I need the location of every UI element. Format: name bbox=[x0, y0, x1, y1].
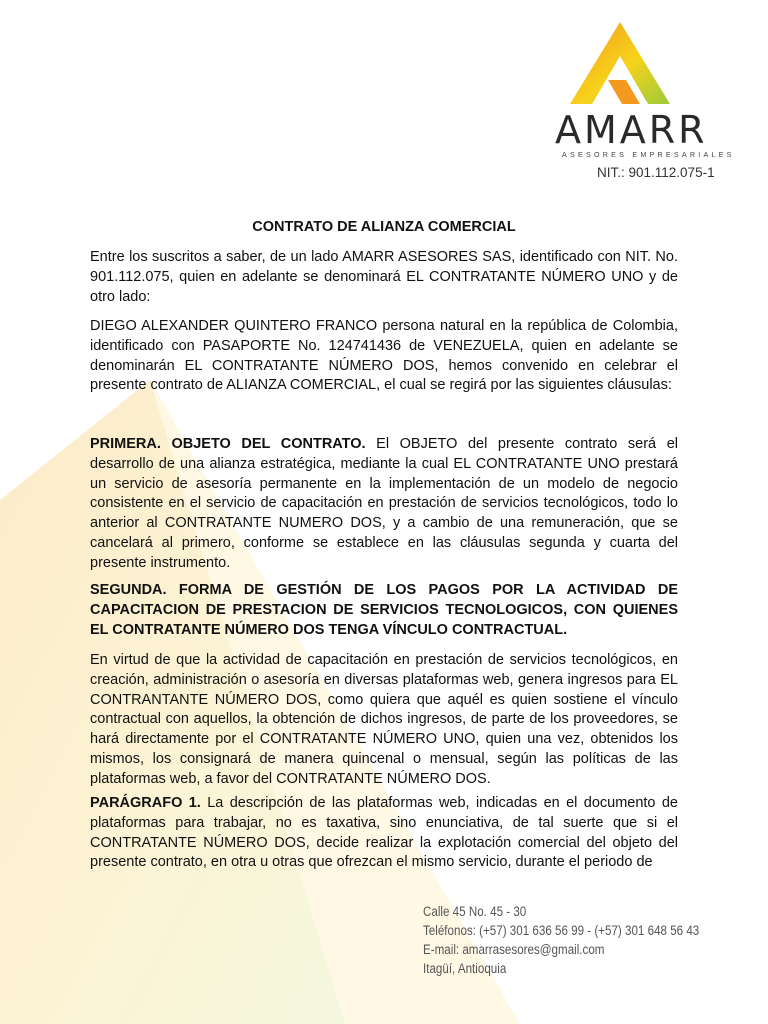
footer-email: E-mail: amarrasesores@gmail.com bbox=[423, 942, 605, 957]
parties-paragraph: DIEGO ALEXANDER QUINTERO FRANCO persona natural en la república de Colombia, identificado con PASAPORTE No. 124741436 de VENEZUELA, quien en adelante se denominarán EL CONTRATANTE NÚMERO DOS, hemos convenido en celebrar el presente contrato de ALIANZA COMERCIAL, el cual se regirá por las siguientes cláusulas: bbox=[90, 318, 678, 394]
paragrafo-1-heading: PARÁGRAFO 1. bbox=[90, 795, 201, 811]
clause-primera-heading: PRIMERA. OBJETO DEL CONTRATO. bbox=[90, 436, 366, 452]
company-logo bbox=[550, 18, 700, 108]
contact-footer bbox=[423, 902, 699, 978]
company-nit: NIT.: 901.112.075-1 bbox=[597, 165, 715, 180]
clause-segunda-heading: SEGUNDA. FORMA DE GESTIÓN DE LOS PAGOS POR LA ACTIVIDAD DE CAPACITACION DE PRESTACION DE SERVICIOS TECNOLOGICOS, CON QUIENES EL CONTRATANTE NÚMERO DOS TENGA VÍNCULO CONTRACTUAL. bbox=[90, 582, 678, 638]
footer-city: Itagüí, Antioquia bbox=[423, 961, 507, 976]
logo-wordmark: AMARR bbox=[555, 108, 708, 152]
footer-phones: Teléfonos: (+57) 301 636 56 99 - (+57) 301 648 56 43 bbox=[423, 923, 700, 938]
intro-paragraph: Entre los suscritos a saber, de un lado AMARR ASESORES SAS, identificado con NIT. No. 901.112.075, quien en adelante se denominará EL CONTRATANTE NÚMERO UNO y de otro lado: bbox=[90, 249, 678, 305]
logo-tagline: ASESORES EMPRESARIALES bbox=[562, 150, 735, 159]
logo-triangle-icon bbox=[550, 18, 700, 108]
footer-address: Calle 45 No. 45 - 30 bbox=[423, 904, 527, 919]
clause-primera-text: El OBJETO del presente contrato será el desarrollo de una alianza estratégica, mediante la cual EL CONTRATANTE UNO prestará un servicio de asesoría permanente en la implementación de un modelo de negocio consistente en el servicio de capacitación en prestación de servicios tecnológicos, todo lo anterior al CONTRATANTE NUMERO DOS, y a cambio de una remuneración, que se cancelará al primero, conforme se establece en las cláusulas segunda y cuarta del presente instrumento. bbox=[90, 436, 678, 571]
paragrafo-1-text: La descripción de las plataformas web, indicadas en el documento de plataformas para trabajar, no es taxativa, sino enunciativa, de tal suerte que si el CONTRATANTE NÚMERO DOS, decide realizar la explotación comercial del objeto del presente contrato, en otra u otras que ofrezcan el mismo servicio, durante el periodo de bbox=[90, 795, 678, 871]
paragrafo-1 bbox=[90, 794, 678, 873]
document-title: CONTRATO DE ALIANZA COMERCIAL bbox=[252, 219, 516, 235]
clause-segunda-text: En virtud de que la actividad de capacitación en prestación de servicios tecnológicos, en creación, administración o asesoría en diversas plataformas web, genera ingresos para EL CONTRANTANTE NÚMERO DOS, como quiera que aquél es quien sostiene el vínculo contractual con aquellos, la obtención de dichos ingresos, de parte de los proveedores, se hará directamente por el CONTRATANTE NÚMERO UNO, quien una vez, obtenidos los mismos, los consignará de manera quincenal o mensual, según las políticas de las plataformas web, a favor del CONTRATANTE NÚMERO DOS. bbox=[90, 652, 678, 787]
clause-primera bbox=[90, 435, 678, 574]
